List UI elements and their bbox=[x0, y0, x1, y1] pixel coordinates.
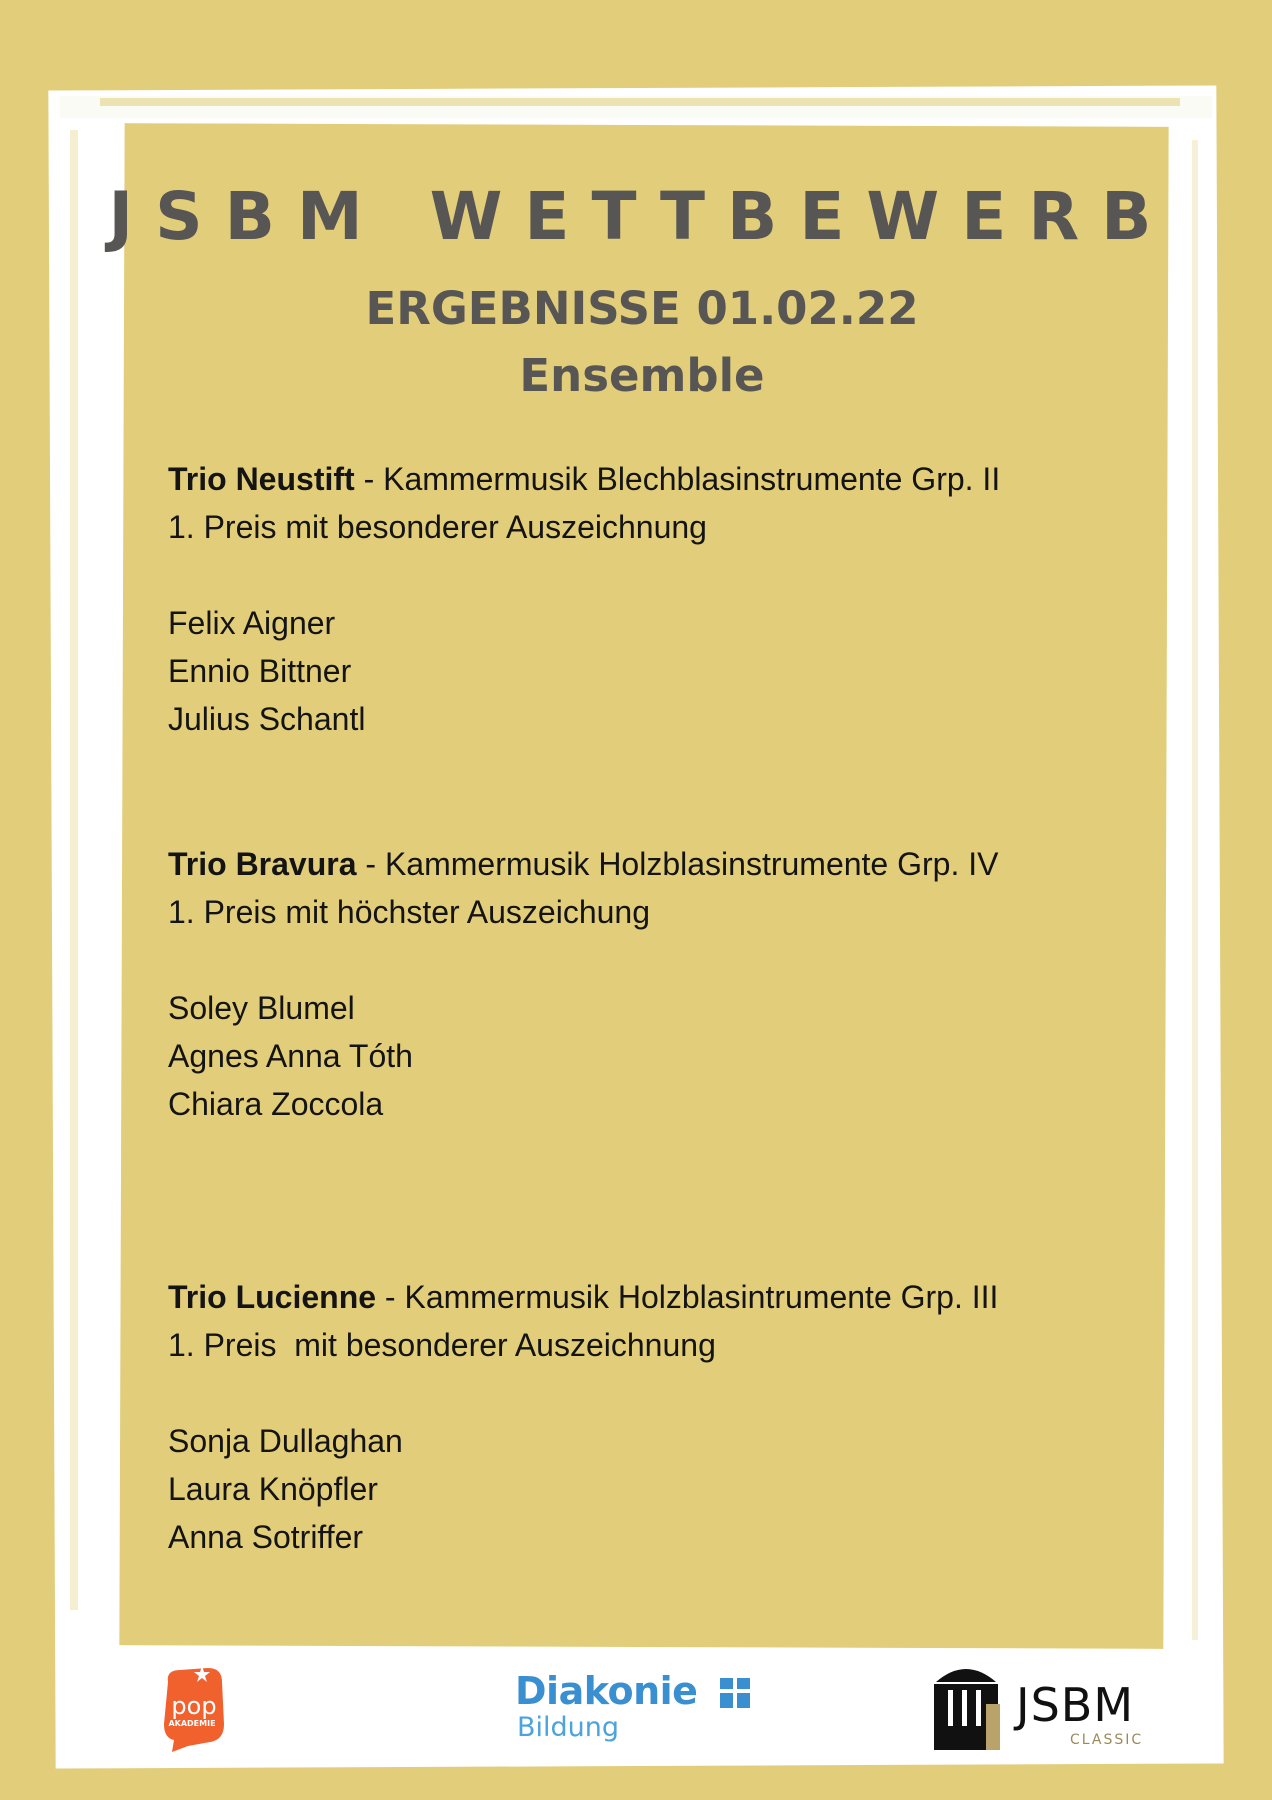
member-name: Agnes Anna Tóth bbox=[168, 1038, 413, 1074]
discipline-text: - Kammermusik Blechblasinstrumente Grp. II bbox=[354, 461, 1001, 497]
diakonie-name: Diakonie bbox=[515, 1669, 698, 1713]
member-name: Julius Schantl bbox=[168, 701, 366, 737]
award-text: 1. Preis mit besonderer Auszeichnung bbox=[168, 509, 707, 545]
member-name: Anna Sotriffer bbox=[168, 1519, 364, 1555]
result-entry bbox=[168, 455, 1148, 743]
discipline-text: - Kammermusik Holzblasinstrumente Grp. IV bbox=[356, 846, 999, 882]
member-name: Felix Aigner bbox=[168, 605, 336, 641]
category-heading: Ensemble bbox=[519, 349, 765, 402]
diakonie-cross-icon bbox=[720, 1678, 750, 1708]
svg-text:pop: pop bbox=[171, 1692, 217, 1720]
member-name: Sonja Dullaghan bbox=[168, 1423, 403, 1459]
results-date-heading: ERGEBNISSE 01.02.22 bbox=[365, 282, 919, 335]
sponsor-footer bbox=[0, 1650, 1272, 1770]
diakonie-logo bbox=[515, 1670, 775, 1750]
entry-heading bbox=[168, 455, 1148, 503]
jsbm-name: JSBM bbox=[1016, 1678, 1135, 1732]
ensemble-name: Trio Lucienne bbox=[168, 1279, 377, 1315]
member-name: Ennio Bittner bbox=[168, 653, 352, 689]
jsbm-piano-columns-icon bbox=[930, 1660, 1010, 1755]
member-name: Chiara Zoccola bbox=[168, 1086, 384, 1122]
award-text: 1. Preis mit höchster Auszeichung bbox=[168, 894, 651, 930]
member-name: Soley Blumel bbox=[168, 990, 355, 1026]
diakonie-subtitle: Bildung bbox=[517, 1712, 620, 1743]
result-entry bbox=[168, 1273, 1148, 1561]
result-entry bbox=[168, 840, 1148, 1128]
member-name: Laura Knöpfler bbox=[168, 1471, 378, 1507]
discipline-text: - Kammermusik Holzblasintrumente Grp. III bbox=[376, 1279, 999, 1315]
pop-akademie-logo-icon bbox=[158, 1662, 228, 1754]
entry-heading bbox=[168, 1273, 1148, 1321]
jsbm-subtitle: CLASSIC bbox=[1070, 1732, 1144, 1748]
page-title: JSBM WETTBEWERB bbox=[108, 178, 1174, 255]
jsbm-classic-logo bbox=[930, 1660, 1150, 1755]
entry-heading bbox=[168, 840, 1148, 888]
ensemble-name: Trio Bravura bbox=[168, 846, 357, 882]
award-text: 1. Preis mit besonderer Auszeichnung bbox=[168, 1327, 716, 1363]
ensemble-name: Trio Neustift bbox=[168, 461, 355, 497]
svg-text:AKADEMIE: AKADEMIE bbox=[168, 1719, 216, 1728]
